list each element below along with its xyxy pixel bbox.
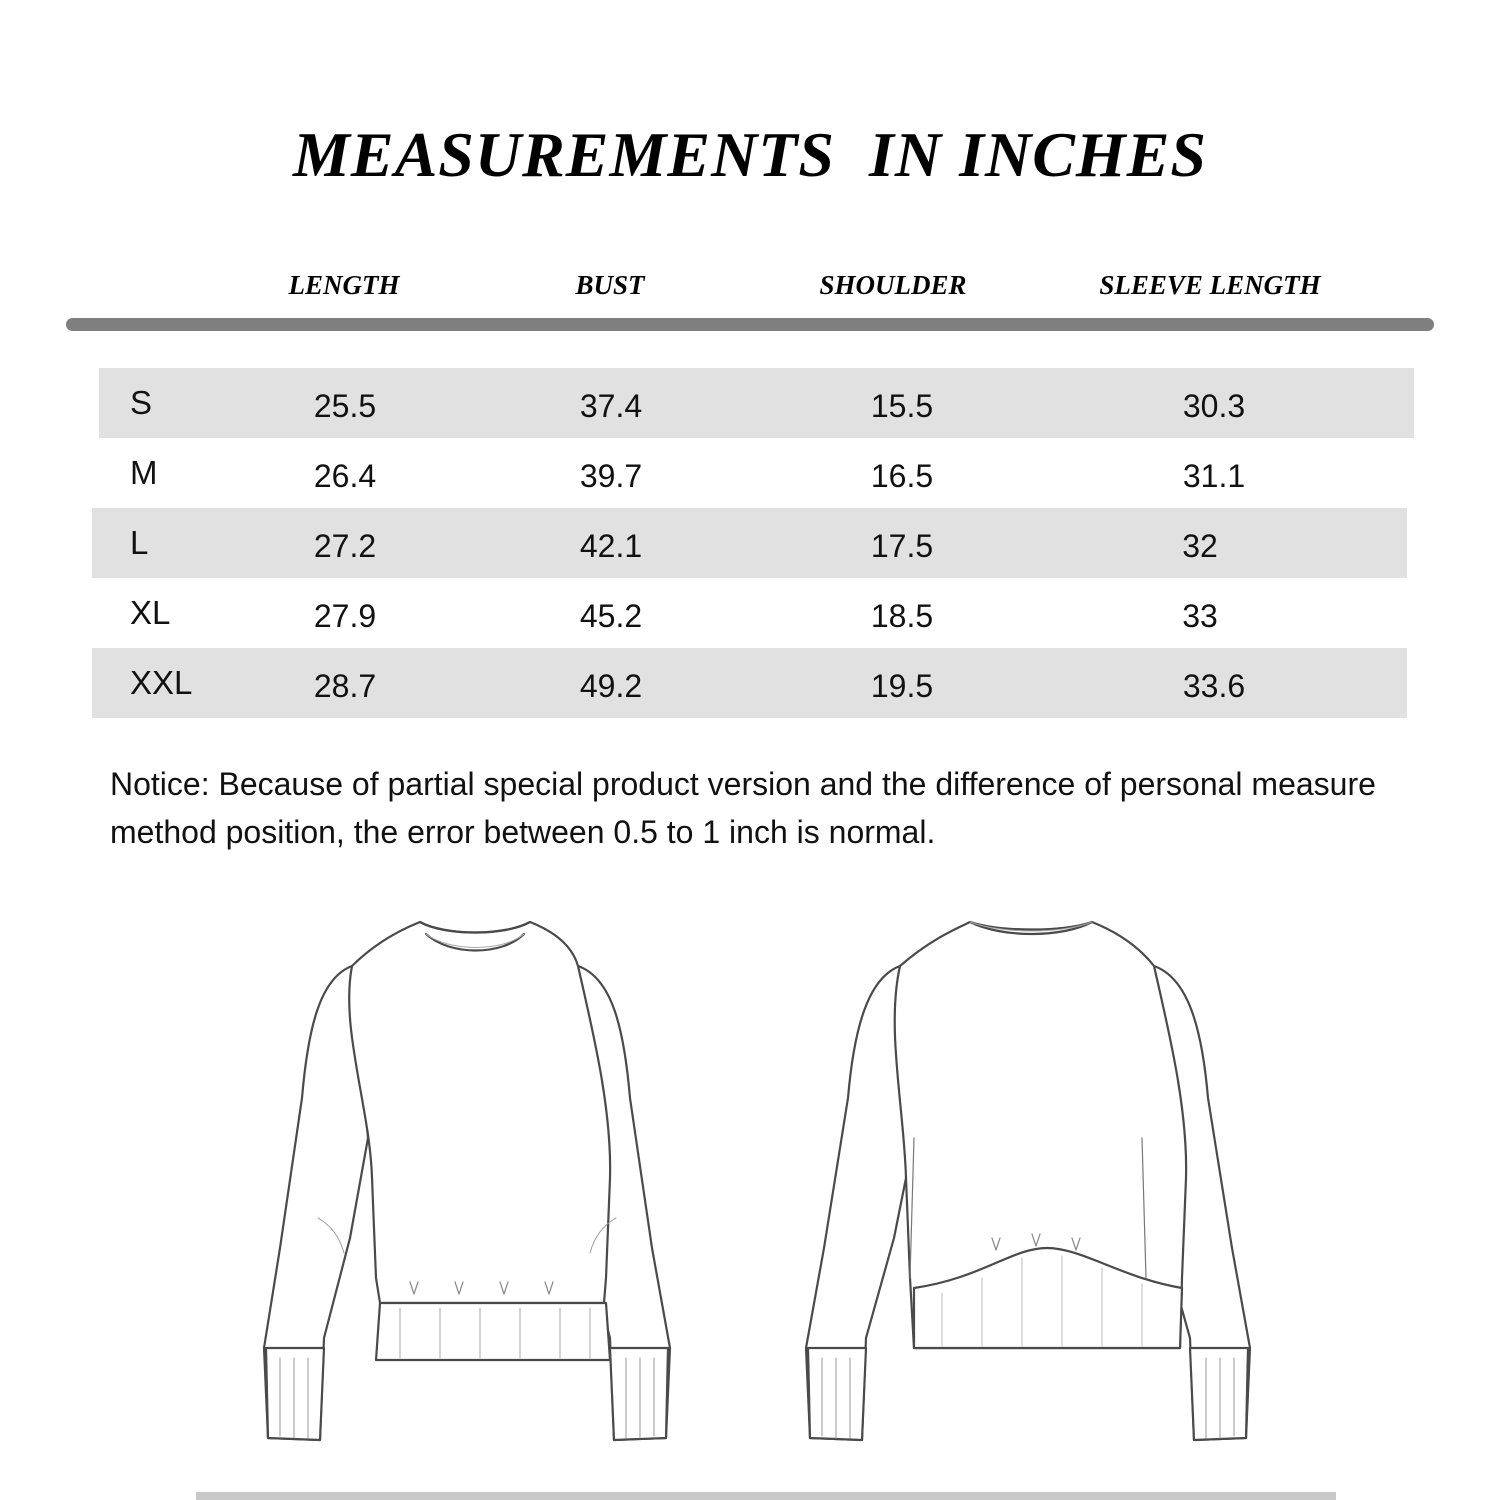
sleeve-length-value: 33 bbox=[1182, 598, 1218, 634]
shoulder-value: 15.5 bbox=[870, 388, 934, 424]
table-row bbox=[92, 578, 1407, 648]
bust-value: 49.2 bbox=[579, 668, 643, 704]
sweatshirt-back-icon bbox=[782, 908, 1282, 1463]
column-header-bust: BUST bbox=[575, 270, 645, 300]
bust-value: 42.1 bbox=[579, 528, 643, 564]
length-value: 25.5 bbox=[313, 388, 377, 424]
shoulder-value: 18.5 bbox=[870, 598, 934, 634]
size-label: XL bbox=[130, 594, 171, 631]
sweatshirt-front-icon bbox=[240, 908, 710, 1463]
page-title: MEASUREMENTS IN INCHES bbox=[293, 119, 1207, 190]
notice-text: Notice: Because of partial special product version and the difference of personal measure method position, the error between 0.5 to 1 inch is normal. bbox=[110, 766, 1376, 850]
header-divider bbox=[66, 318, 1434, 331]
sleeve-length-value: 30.3 bbox=[1182, 388, 1246, 424]
size-label: L bbox=[130, 524, 149, 561]
shoulder-value: 17.5 bbox=[870, 528, 934, 564]
column-header-sleeve-length: SLEEVE LENGTH bbox=[1099, 270, 1321, 300]
sleeve-length-value: 32 bbox=[1182, 528, 1218, 564]
column-header-length: LENGTH bbox=[288, 270, 400, 300]
table-row bbox=[92, 508, 1407, 578]
length-value: 26.4 bbox=[313, 458, 377, 494]
size-label: S bbox=[130, 384, 153, 421]
sleeve-length-value: 31.1 bbox=[1182, 458, 1246, 494]
length-value: 27.9 bbox=[313, 598, 377, 634]
size-label: XXL bbox=[130, 664, 193, 701]
sleeve-length-value: 33.6 bbox=[1182, 668, 1246, 704]
length-value: 28.7 bbox=[313, 668, 377, 704]
footer-divider bbox=[196, 1492, 1336, 1500]
bust-value: 37.4 bbox=[579, 388, 643, 424]
shoulder-value: 19.5 bbox=[870, 668, 934, 704]
table-row bbox=[92, 648, 1407, 718]
table-row bbox=[92, 438, 1407, 508]
bust-value: 39.7 bbox=[579, 458, 643, 494]
shoulder-value: 16.5 bbox=[870, 458, 934, 494]
bust-value: 45.2 bbox=[579, 598, 643, 634]
column-header-shoulder: SHOULDER bbox=[819, 270, 967, 300]
size-label: M bbox=[130, 454, 158, 491]
table-row bbox=[99, 368, 1414, 438]
length-value: 27.2 bbox=[313, 528, 377, 564]
